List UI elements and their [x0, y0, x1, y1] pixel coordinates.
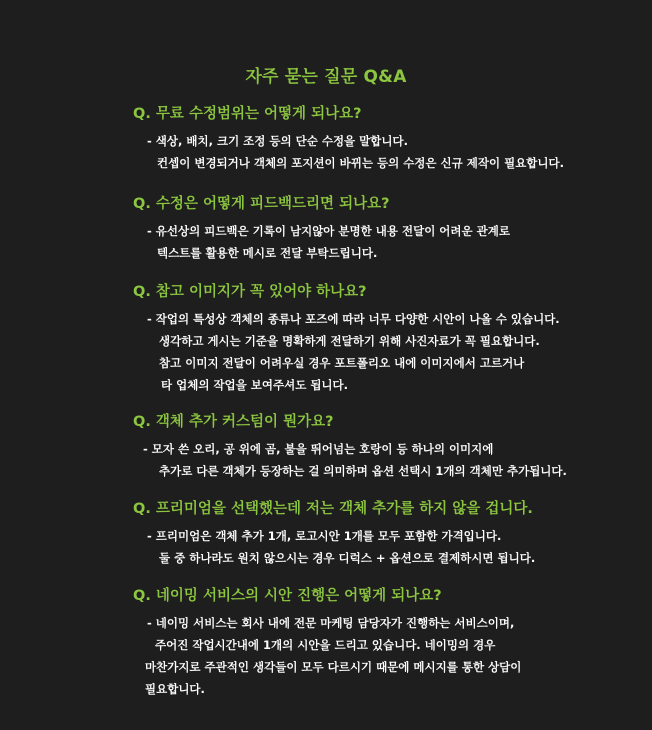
faq-item-reference-image — [133, 282, 633, 396]
faq-answer-line: 주어진 작업시간내에 1개의 시안을 드리고 있습니다. 네이밍의 경우 — [155, 638, 496, 652]
faq-answer-line: - 작업의 특성상 객체의 종류나 포즈에 따라 너무 다양한 시안이 나올 수 있습니다. — [147, 312, 560, 326]
faq-answer-line: 마찬가지로 주관적인 생각들이 모두 다르시기 때문에 메시지를 통한 상담이 — [145, 660, 522, 674]
faq-question: Q. 객체 추가 커스텀이 뭔가요? — [133, 414, 334, 430]
faq-answer — [133, 438, 633, 482]
faq-answer — [133, 130, 633, 174]
faq-answer — [133, 612, 633, 700]
faq-answer-line: - 프리미엄은 객체 추가 1개, 로고시안 1개를 모두 포함한 가격입니다. — [147, 529, 502, 543]
faq-answer — [133, 220, 633, 264]
faq-answer-line: - 네이밍 서비스는 회사 내에 전문 마케팅 담당자가 진행하는 서비스이며, — [147, 616, 515, 630]
faq-answer-line: 텍스트를 활용한 메시로 전달 부탁드립니다. — [157, 246, 378, 260]
faq-answer-line: 둘 중 하나라도 원치 않으시는 경우 디럭스 + 옵션으로 결제하시면 됩니다. — [159, 551, 536, 565]
faq-answer-line: 추가로 다른 객체가 등장하는 걸 의미하며 옵션 선택시 1개의 객체만 추가됩니다. — [159, 464, 567, 478]
faq-question: Q. 수정은 어떻게 피드백드리면 되나요? — [133, 196, 390, 212]
faq-answer-line: - 색상, 배치, 크기 조정 등의 단순 수정을 말합니다. — [147, 134, 408, 148]
faq-answer-line: 생각하고 게시는 기준을 명확하게 전달하기 위해 사진자료가 꼭 필요합니다. — [159, 334, 540, 348]
faq-answer-line: 컨셉이 변경되거나 객체의 포지션이 바뀌는 등의 수정은 신규 제작이 필요합니다. — [157, 156, 564, 170]
faq-answer-line: 필요합니다. — [145, 682, 205, 696]
page-title: 자주 묻는 질문 Q&A — [245, 67, 407, 87]
faq-item-naming-service — [133, 586, 633, 700]
faq-answer-line: 참고 이미지 전달이 어려우실 경우 포트폴리오 내에 이미지에서 고르거나 — [159, 356, 525, 370]
faq-item-object-custom — [133, 412, 633, 482]
faq-answer-line: - 모자 쓴 오리, 공 위에 곰, 불을 뛰어넘는 호랑이 등 하나의 이미지에 — [143, 442, 494, 456]
faq-answer-line: 타 업체의 작업을 보여주셔도 됩니다. — [161, 378, 349, 392]
faq-question: Q. 무료 수정범위는 어떻게 되나요? — [133, 106, 362, 122]
faq-question: Q. 참고 이미지가 꼭 있어야 하나요? — [133, 284, 367, 300]
faq-question: Q. 프리미엄을 선택했는데 저는 객체 추가를 하지 않을 겁니다. — [133, 501, 533, 517]
faq-answer — [133, 308, 633, 396]
faq-answer — [133, 525, 633, 569]
faq-answer-line: - 유선상의 피드백은 기록이 남지않아 분명한 내용 전달이 어려운 관계로 — [147, 224, 510, 238]
faq-question: Q. 네이밍 서비스의 시안 진행은 어떻게 되나요? — [133, 588, 442, 604]
faq-item-free-revision — [133, 104, 633, 174]
faq-item-premium — [133, 499, 633, 569]
faq-item-feedback — [133, 194, 633, 264]
